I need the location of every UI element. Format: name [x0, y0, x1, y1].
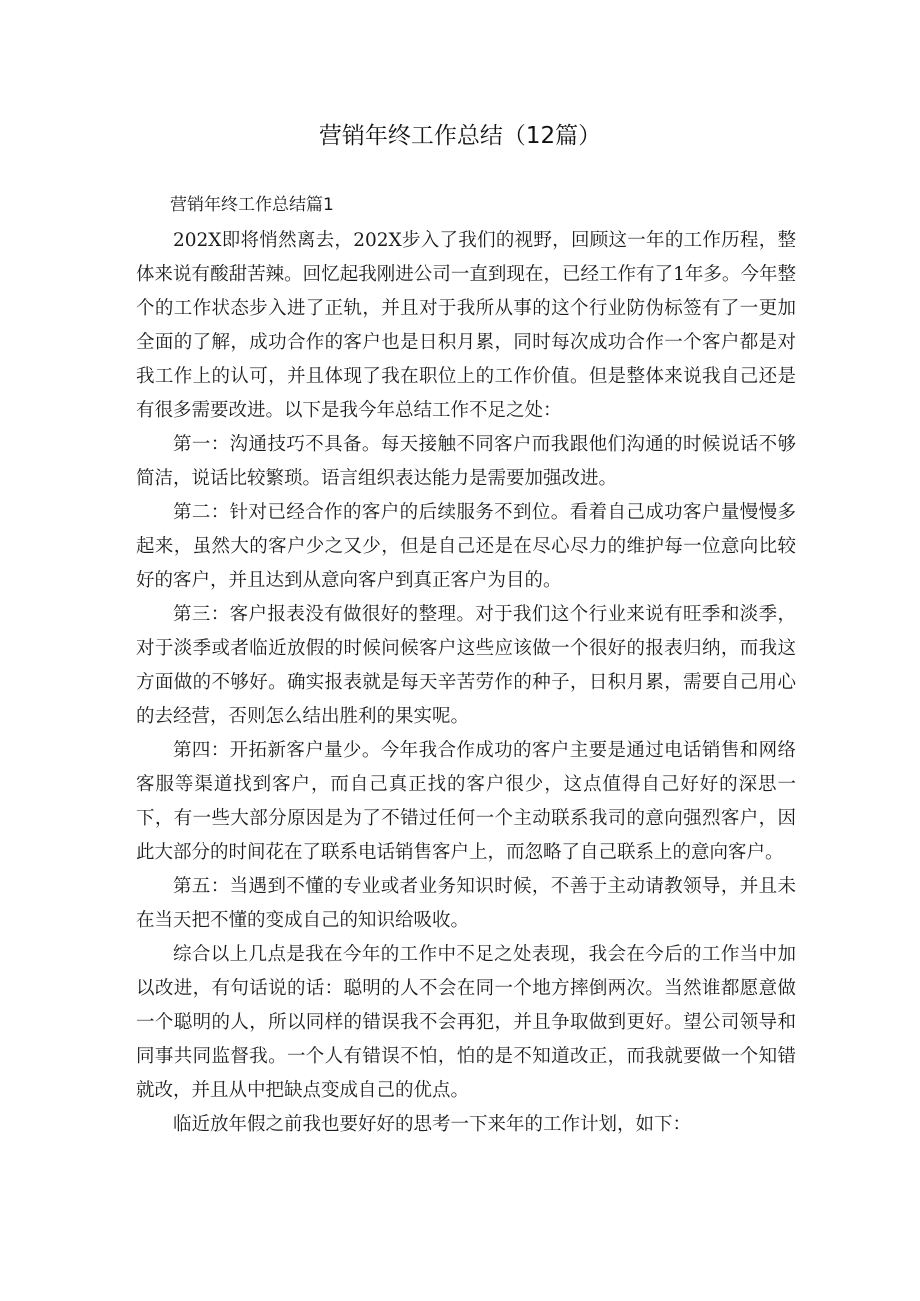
paragraph-point-5: 第五：当遇到不懂的专业或者业务知识时候，不善于主动请教领导，并且未在当天把不懂的变成自己的知识给吸收。: [136, 876, 796, 931]
paragraph-summary: 综合以上几点是我在今年的工作中不足之处表现，我会在今后的工作当中加以改进，有句话说的话：聪明的人不会在同一个地方摔倒两次。当然谁都愿意做一个聪明的人，所以同样的错误我不会再犯，并且争取做到更好。望公司领导和同事共同监督我。一个人有错误不怕，怕的是不知道改正，而我就要做一个知错就改，并且从中把缺点变成自己的优点。: [136, 944, 796, 1101]
document-body: [136, 188, 796, 1142]
paragraph-point-3: 第三：客户报表没有做很好的整理。对于我们这个行业来说有旺季和淡季，对于淡季或者临近放假的时候问候客户这些应该做一个很好的报表归纳，而我这方面做的不够好。确实报表就是每天辛苦劳作的种子，日积月累，需要自己用心的去经营，否则怎么结出胜利的果实呢。: [136, 604, 796, 727]
paragraph-point-2: 第二：针对已经合作的客户的后续服务不到位。看着自己成功客户量慢慢多起来，虽然大的客户少之又少，但是自己还是在尽心尽力的维护每一位意向比较好的客户，并且达到从意向客户到真正客户为目的。: [136, 502, 796, 591]
section-heading: 营销年终工作总结篇1: [170, 195, 334, 215]
paragraph-intro: 202X即将悄然离去，202X步入了我们的视野，回顾这一年的工作历程，整体来说有酸甜苦辣。回忆起我刚进公司一直到现在，已经工作有了1年多。今年整个的工作状态步入进了正轨，并且对于我所从事的这个行业防伪标签有了一更加全面的了解，成功合作的客户也是日积月累，同时每次成功合作一个客户都是对我工作上的认可，并且体现了我在职位上的工作价值。但是整体来说我自己还是有很多需要改进。以下是我今年总结工作不足之处：: [136, 230, 796, 421]
document-title: 营销年终工作总结（12篇）: [318, 123, 602, 149]
paragraph-point-4: 第四：开拓新客户量少。今年我合作成功的客户主要是通过电话销售和网络客服等渠道找到客户，而自己真正找的客户很少，这点值得自己好好的深思一下，有一些大部分原因是为了不错过任何一个主动联系我司的意向强烈客户，因此大部分的时间花在了联系电话销售客户上，而忽略了自己联系上的意向客户。: [136, 740, 796, 863]
paragraph-point-1: 第一：沟通技巧不具备。每天接触不同客户而我跟他们沟通的时候说话不够简洁，说话比较繁琐。语言组织表达能力是需要加强改进。: [136, 434, 796, 489]
paragraph-plan-intro: 临近放年假之前我也要好好的思考一下来年的工作计划，如下：: [173, 1114, 692, 1135]
